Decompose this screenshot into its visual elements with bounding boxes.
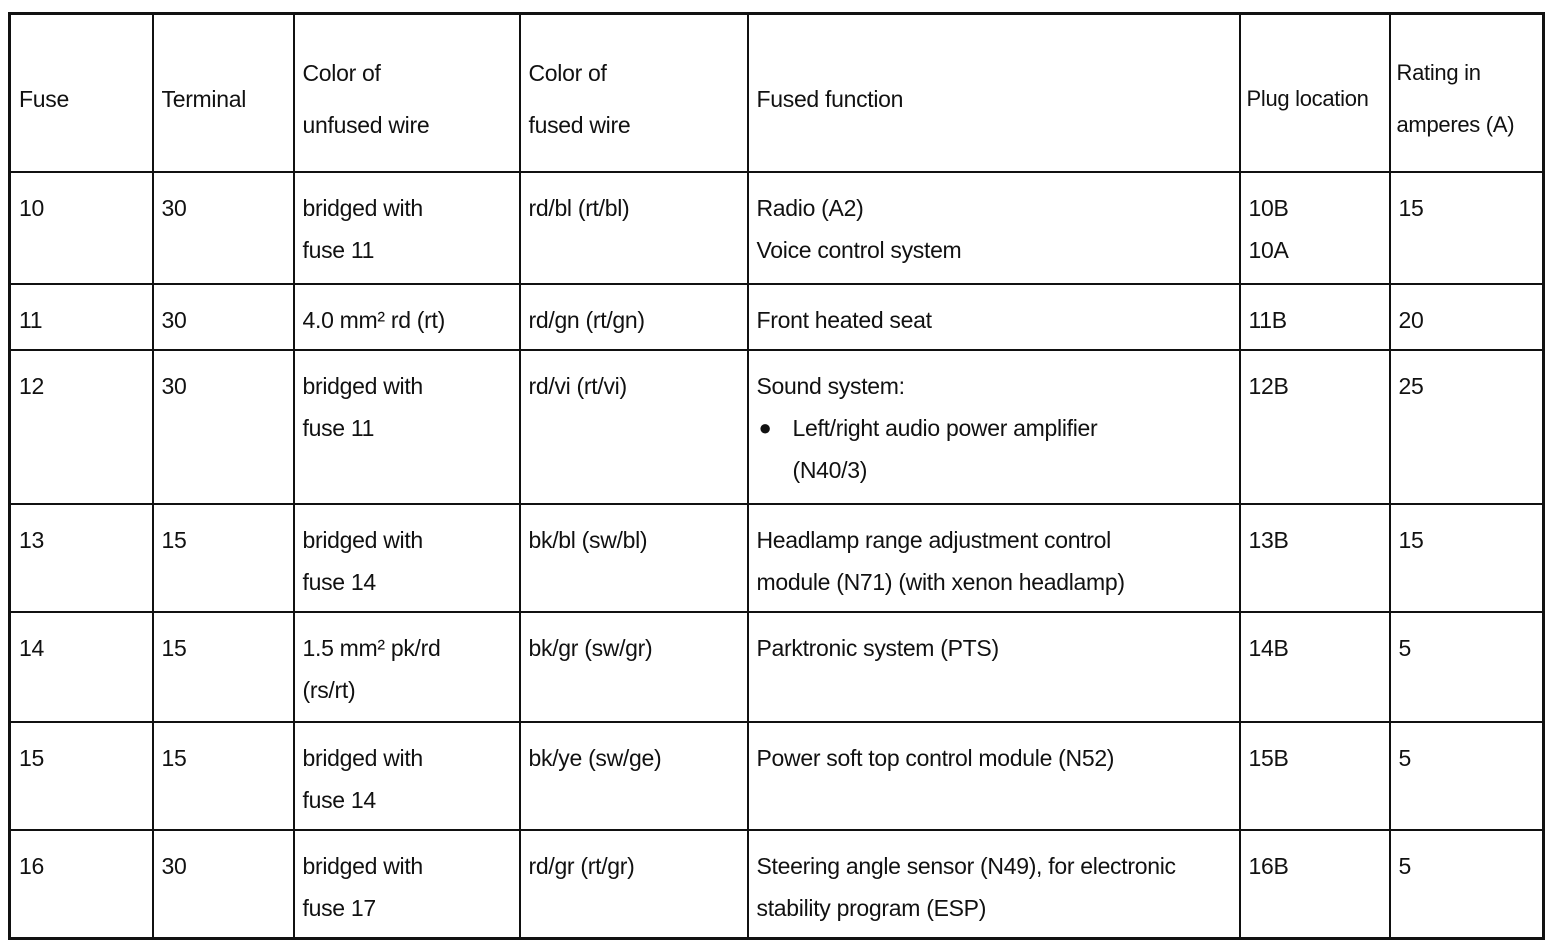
table-row bbox=[10, 504, 1544, 612]
cell-function-line2: module (N71) (with xenon headlamp) bbox=[756, 569, 1125, 595]
cell-rating: 15 bbox=[1390, 172, 1544, 284]
cell-unfused-line1: bridged with bbox=[302, 373, 423, 399]
cell-unfused-line1: 4.0 mm² rd (rt) bbox=[302, 307, 445, 333]
cell-plug-line2: 10A bbox=[1248, 237, 1289, 263]
header-rating-line2: amperes (A) bbox=[1396, 112, 1515, 137]
cell-plug-location bbox=[1240, 350, 1390, 504]
cell-rating: 15 bbox=[1390, 504, 1544, 612]
cell-plug-line1: 12B bbox=[1248, 373, 1289, 399]
cell-unfused-line1: bridged with bbox=[302, 853, 423, 879]
cell-terminal: 30 bbox=[153, 172, 294, 284]
header-plug-location bbox=[1240, 14, 1390, 173]
cell-fused-wire: bk/ye (sw/ge) bbox=[520, 722, 748, 830]
cell-unfused-line2: fuse 14 bbox=[302, 569, 376, 595]
header-plug-label: Plug location bbox=[1246, 86, 1369, 111]
cell-plug-location bbox=[1240, 284, 1390, 350]
cell-unfused-wire bbox=[294, 350, 520, 504]
cell-rating: 5 bbox=[1390, 830, 1544, 939]
cell-plug-line1: 10B bbox=[1248, 195, 1289, 221]
header-fuse bbox=[10, 14, 153, 173]
cell-unfused-wire bbox=[294, 722, 520, 830]
cell-function-line1: Headlamp range adjustment control bbox=[756, 527, 1111, 553]
cell-unfused-line1: bridged with bbox=[302, 745, 423, 771]
cell-terminal: 30 bbox=[153, 284, 294, 350]
cell-function-bullet-text: Left/right audio power amplifier bbox=[792, 415, 1098, 441]
header-function-label: Fused function bbox=[756, 86, 904, 112]
cell-function bbox=[748, 504, 1240, 612]
cell-function-line1: Sound system: bbox=[756, 373, 905, 399]
cell-fuse: 14 bbox=[10, 612, 153, 722]
cell-unfused-line1: 1.5 mm² pk/rd bbox=[302, 635, 441, 661]
fuse-table bbox=[8, 12, 1545, 940]
cell-terminal: 15 bbox=[153, 504, 294, 612]
cell-fused-wire: rd/bl (rt/bl) bbox=[520, 172, 748, 284]
cell-unfused-line2: fuse 11 bbox=[302, 237, 375, 263]
cell-terminal: 30 bbox=[153, 350, 294, 504]
cell-fuse: 16 bbox=[10, 830, 153, 939]
header-unfused-line1: Color of bbox=[302, 60, 381, 86]
cell-rating: 5 bbox=[1390, 612, 1544, 722]
table-row bbox=[10, 612, 1544, 722]
cell-fuse: 12 bbox=[10, 350, 153, 504]
cell-function-bullet-sub: (N40/3) bbox=[792, 457, 868, 483]
cell-function-line1: Steering angle sensor (N49), for electronic bbox=[756, 853, 1176, 879]
cell-unfused-line2: fuse 17 bbox=[302, 895, 376, 921]
cell-function bbox=[748, 172, 1240, 284]
cell-function bbox=[748, 350, 1240, 504]
table-row bbox=[10, 172, 1544, 284]
header-unfused-line2: unfused wire bbox=[302, 112, 430, 138]
cell-plug-line1: 13B bbox=[1248, 527, 1289, 553]
header-fused-line1: Color of bbox=[528, 60, 607, 86]
cell-function bbox=[748, 830, 1240, 939]
cell-rating: 25 bbox=[1390, 350, 1544, 504]
cell-function bbox=[748, 612, 1240, 722]
cell-function bbox=[748, 722, 1240, 830]
cell-function-line2: Voice control system bbox=[756, 237, 962, 263]
cell-function-line1: Radio (A2) bbox=[756, 195, 864, 221]
cell-plug-location bbox=[1240, 722, 1390, 830]
table-row bbox=[10, 350, 1544, 504]
cell-plug-line1: 11B bbox=[1248, 307, 1287, 333]
cell-unfused-line1: bridged with bbox=[302, 195, 423, 221]
header-fuse-label: Fuse bbox=[19, 86, 69, 112]
cell-terminal: 15 bbox=[153, 612, 294, 722]
bullet-icon: ● bbox=[758, 415, 772, 440]
cell-fuse: 15 bbox=[10, 722, 153, 830]
cell-unfused-wire bbox=[294, 830, 520, 939]
fuse-table-container bbox=[8, 12, 1542, 940]
cell-unfused-line2: (rs/rt) bbox=[302, 677, 356, 703]
header-fused-line2: fused wire bbox=[528, 112, 631, 138]
cell-plug-location bbox=[1240, 172, 1390, 284]
cell-fused-wire: bk/bl (sw/bl) bbox=[520, 504, 748, 612]
cell-terminal: 15 bbox=[153, 722, 294, 830]
cell-unfused-wire bbox=[294, 612, 520, 722]
cell-function-bullet-item bbox=[757, 407, 1233, 449]
cell-function bbox=[748, 284, 1240, 350]
cell-fused-wire: rd/gr (rt/gr) bbox=[520, 830, 748, 939]
cell-unfused-line2: fuse 11 bbox=[302, 415, 375, 441]
cell-rating: 20 bbox=[1390, 284, 1544, 350]
table-row bbox=[10, 284, 1544, 350]
cell-plug-line1: 14B bbox=[1248, 635, 1289, 661]
cell-unfused-wire bbox=[294, 284, 520, 350]
cell-plug-line1: 15B bbox=[1248, 745, 1289, 771]
cell-function-line1: Front heated seat bbox=[756, 307, 932, 333]
header-fused-wire bbox=[520, 14, 748, 173]
header-function bbox=[748, 14, 1240, 173]
cell-fuse: 11 bbox=[10, 284, 153, 350]
cell-plug-line1: 16B bbox=[1248, 853, 1289, 879]
cell-unfused-line1: bridged with bbox=[302, 527, 423, 553]
table-row bbox=[10, 722, 1544, 830]
cell-plug-location bbox=[1240, 504, 1390, 612]
cell-function-line1: Parktronic system (PTS) bbox=[756, 635, 999, 661]
cell-function-line1: Power soft top control module (N52) bbox=[756, 745, 1115, 771]
header-unfused-wire bbox=[294, 14, 520, 173]
cell-fuse: 10 bbox=[10, 172, 153, 284]
cell-fuse: 13 bbox=[10, 504, 153, 612]
table-body bbox=[10, 172, 1544, 939]
cell-fused-wire: bk/gr (sw/gr) bbox=[520, 612, 748, 722]
cell-fused-wire: rd/vi (rt/vi) bbox=[520, 350, 748, 504]
table-row bbox=[10, 830, 1544, 939]
header-terminal-label: Terminal bbox=[161, 86, 247, 112]
table-header bbox=[10, 14, 1544, 173]
cell-unfused-line2: fuse 14 bbox=[302, 787, 376, 813]
header-row bbox=[10, 14, 1544, 173]
header-terminal bbox=[153, 14, 294, 173]
cell-fused-wire: rd/gn (rt/gn) bbox=[520, 284, 748, 350]
cell-terminal: 30 bbox=[153, 830, 294, 939]
cell-rating: 5 bbox=[1390, 722, 1544, 830]
cell-plug-location bbox=[1240, 612, 1390, 722]
cell-unfused-wire bbox=[294, 172, 520, 284]
cell-plug-location bbox=[1240, 830, 1390, 939]
cell-function-line2: stability program (ESP) bbox=[756, 895, 987, 921]
header-rating-line1: Rating in bbox=[1396, 60, 1481, 85]
cell-unfused-wire bbox=[294, 504, 520, 612]
header-rating bbox=[1390, 14, 1544, 173]
